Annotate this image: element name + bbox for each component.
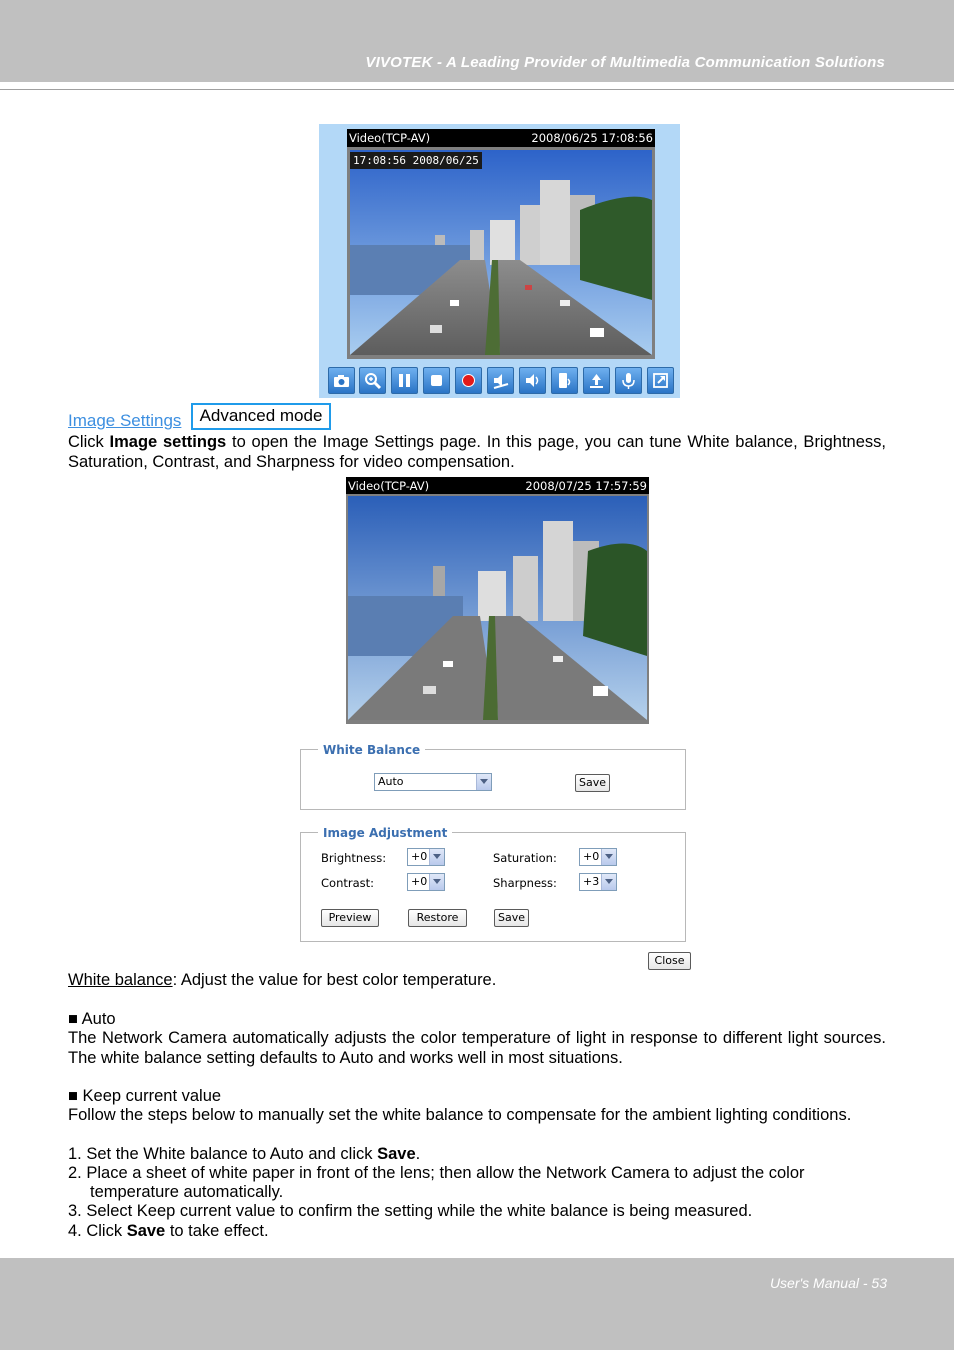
live-video-timestamp: 2008/06/25 17:08:56	[531, 131, 653, 145]
microphone-button[interactable]	[615, 367, 642, 394]
overlay-timestamp: 17:08:56 2008/06/25	[350, 152, 482, 169]
saturation-select[interactable]	[579, 848, 617, 866]
volume-mute-button[interactable]	[487, 367, 514, 394]
live-video-image	[350, 150, 652, 355]
chevron-down-icon	[429, 874, 444, 890]
white-balance-save-button[interactable]: Save	[575, 774, 610, 792]
preview-video-image	[348, 496, 647, 720]
white-balance-legend: White Balance	[318, 743, 425, 757]
white-balance-description: White balance: Adjust the value for best color temperature.	[68, 971, 497, 989]
brightness-label: Brightness:	[321, 851, 387, 865]
talk-mute-icon	[555, 371, 574, 390]
step-3: 3. Select Keep current value to confirm the setting while the white balance is being measured.	[68, 1202, 753, 1220]
stop-button[interactable]	[423, 367, 450, 394]
page-footer	[0, 1258, 954, 1350]
preview-video-protocol: Video(TCP-AV)	[348, 479, 430, 493]
preview-video-titlebar	[346, 477, 649, 494]
live-video-titlebar	[347, 129, 655, 147]
intro-paragraph: Click Image settings to open the Image Settings page. In this page, you can tune White balance, Brightness, Saturation, Contrast, and Sharpness for video compensation.	[68, 433, 886, 471]
saturation-label: Saturation:	[493, 851, 557, 865]
restore-button[interactable]: Restore	[408, 909, 467, 927]
image-adjustment-legend: Image Adjustment	[318, 826, 452, 840]
image-adjustment-save-button[interactable]: Save	[494, 909, 529, 927]
brightness-value: +0	[411, 850, 428, 863]
page-number: User's Manual - 53	[769, 1275, 887, 1291]
camera-icon	[332, 371, 351, 390]
step-4: 4. Click Save to take effect.	[68, 1222, 269, 1240]
page-header	[0, 0, 954, 82]
record-icon	[459, 371, 478, 390]
live-view-panel	[319, 124, 680, 398]
image-settings-link[interactable]: Image Settings	[68, 411, 182, 430]
sharpness-select[interactable]	[579, 873, 617, 891]
chevron-down-icon	[429, 849, 444, 865]
live-video-protocol: Video(TCP-AV)	[349, 131, 431, 145]
live-video-frame	[347, 129, 655, 359]
contrast-select[interactable]	[407, 873, 445, 891]
microphone-icon	[619, 371, 638, 390]
white-balance-selected: Auto	[378, 775, 404, 788]
talk-button[interactable]	[583, 367, 610, 394]
chevron-down-icon	[601, 849, 616, 865]
preview-video-timestamp: 2008/07/25 17:57:59	[525, 479, 647, 493]
volume-icon	[523, 371, 542, 390]
image-settings-term: Image settings	[109, 433, 227, 451]
white-balance-select[interactable]	[374, 773, 492, 791]
pause-icon	[395, 371, 414, 390]
chevron-down-icon	[601, 874, 616, 890]
advanced-mode-button[interactable]: Advanced mode	[191, 403, 331, 430]
white-balance-panel	[300, 749, 686, 810]
zoom-icon	[363, 371, 382, 390]
pause-button[interactable]	[391, 367, 418, 394]
stop-icon	[427, 371, 446, 390]
keep-paragraph: Follow the steps below to manually set the white balance to compensate for the ambient lighting conditions.	[68, 1106, 852, 1124]
close-button[interactable]: Close	[648, 952, 691, 970]
chevron-down-icon	[476, 774, 491, 790]
step-1: 1. Set the White balance to Auto and click Save.	[68, 1145, 421, 1163]
talk-mute-button[interactable]	[551, 367, 578, 394]
auto-paragraph: The Network Camera automatically adjusts the color temperature of light in response to different light sources. The white balance setting defaults to Auto and works well in most situations.	[68, 1029, 886, 1067]
preview-video-frame	[346, 477, 649, 724]
contrast-label: Contrast:	[321, 876, 375, 890]
step-2-continued: temperature automatically.	[90, 1183, 284, 1201]
contrast-value: +0	[411, 875, 428, 888]
snapshot-button[interactable]	[328, 367, 355, 394]
preview-button[interactable]: Preview	[321, 909, 379, 927]
record-button[interactable]	[455, 367, 482, 394]
header-divider	[0, 89, 954, 90]
auto-heading: ■ Auto	[68, 1010, 116, 1028]
keep-heading: ■ Keep current value	[68, 1087, 222, 1105]
sharpness-value: +3	[583, 875, 600, 888]
header-title: VIVOTEK - A Leading Provider of Multimedia Communication Solutions	[365, 54, 885, 71]
talk-icon	[587, 371, 606, 390]
volume-mute-icon	[491, 371, 510, 390]
volume-button[interactable]	[519, 367, 546, 394]
fullscreen-button[interactable]	[647, 367, 674, 394]
step-2: 2. Place a sheet of white paper in front of the lens; then allow the Network Camera to adjust the color	[68, 1164, 805, 1182]
fullscreen-icon	[651, 371, 670, 390]
saturation-value: +0	[583, 850, 600, 863]
white-balance-term: White balance	[68, 971, 173, 989]
brightness-select[interactable]	[407, 848, 445, 866]
sharpness-label: Sharpness:	[493, 876, 557, 890]
digital-zoom-button[interactable]	[359, 367, 386, 394]
